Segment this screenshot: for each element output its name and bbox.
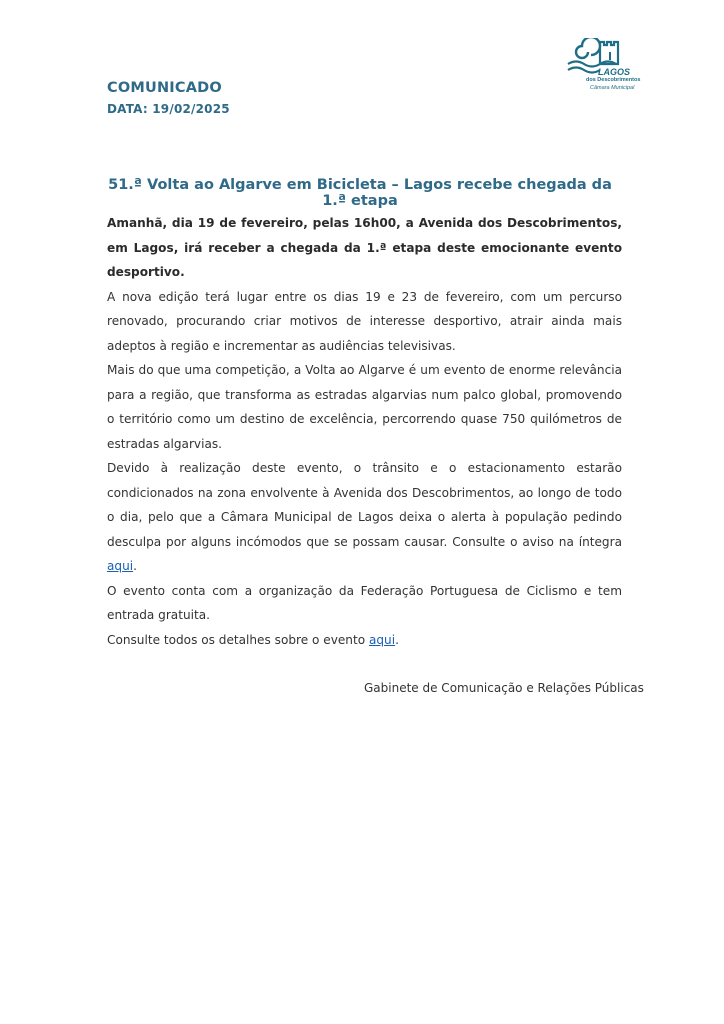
traffic-text: Devido à realização deste evento, o trânsito e o estacionamento estarão condicionados na zona envolvente à Avenida dos Descobrimentos, ao longo de todo o dia, pelo que a Câmara Municipal de Lagos deixa o alerta à população pedindo desculpa por alguns incómodos que se possam causar. Consulte o aviso na íntegra — [107, 461, 622, 549]
logo-entity: Câmara Municipal — [590, 85, 635, 91]
paragraph-organization: O evento conta com a organização da Federação Portuguesa de Ciclismo e tem entrada gratuita. — [107, 583, 622, 622]
document-type-label: COMUNICADO — [107, 80, 222, 96]
paragraph-dates: A nova edição terá lugar entre os dias 19 e 23 de fevereiro, com um percurso renovado, procurando criar motivos de interesse desportivo, atrair ainda mais adeptos à região e incrementar as audiências televisivas. — [107, 289, 622, 353]
traffic-notice-link[interactable]: aqui — [107, 559, 134, 573]
paragraph-details — [107, 628, 622, 653]
headline: 51.ª Volta ao Algarve em Bicicleta – Lagos recebe chegada da 1.ª etapa — [108, 177, 612, 209]
logo-name: LAGOS — [598, 67, 631, 77]
document-date: DATA: 19/02/2025 — [107, 102, 230, 116]
document-header — [107, 80, 230, 116]
event-details-link[interactable]: aqui — [368, 632, 396, 647]
lead-paragraph: Amanhã, dia 19 de fevereiro, pelas 16h00, a Avenida dos Descobrimentos, em Lagos, irá receber a chegada da 1.ª etapa deste emocionante evento desportivo. — [107, 216, 622, 279]
logo-subtitle: dos Descobrimentos — [586, 77, 641, 83]
article-body — [107, 211, 622, 652]
paragraph-traffic — [107, 456, 622, 579]
signature: Gabinete de Comunicação e Relações Públicas — [364, 681, 644, 695]
paragraph-relevance: Mais do que uma competição, a Volta ao Algarve é um evento de enorme relevância para a região, que transforma as estradas algarvias num palco global, promovendo o território como um destino de excelência, percorrendo quase 750 quilómetros de estradas algarvias. — [107, 363, 622, 451]
details-text: Consulte todos os detalhes sobre o evento — [107, 632, 369, 647]
traffic-end: . — [133, 559, 137, 573]
details-end: . — [395, 632, 399, 647]
